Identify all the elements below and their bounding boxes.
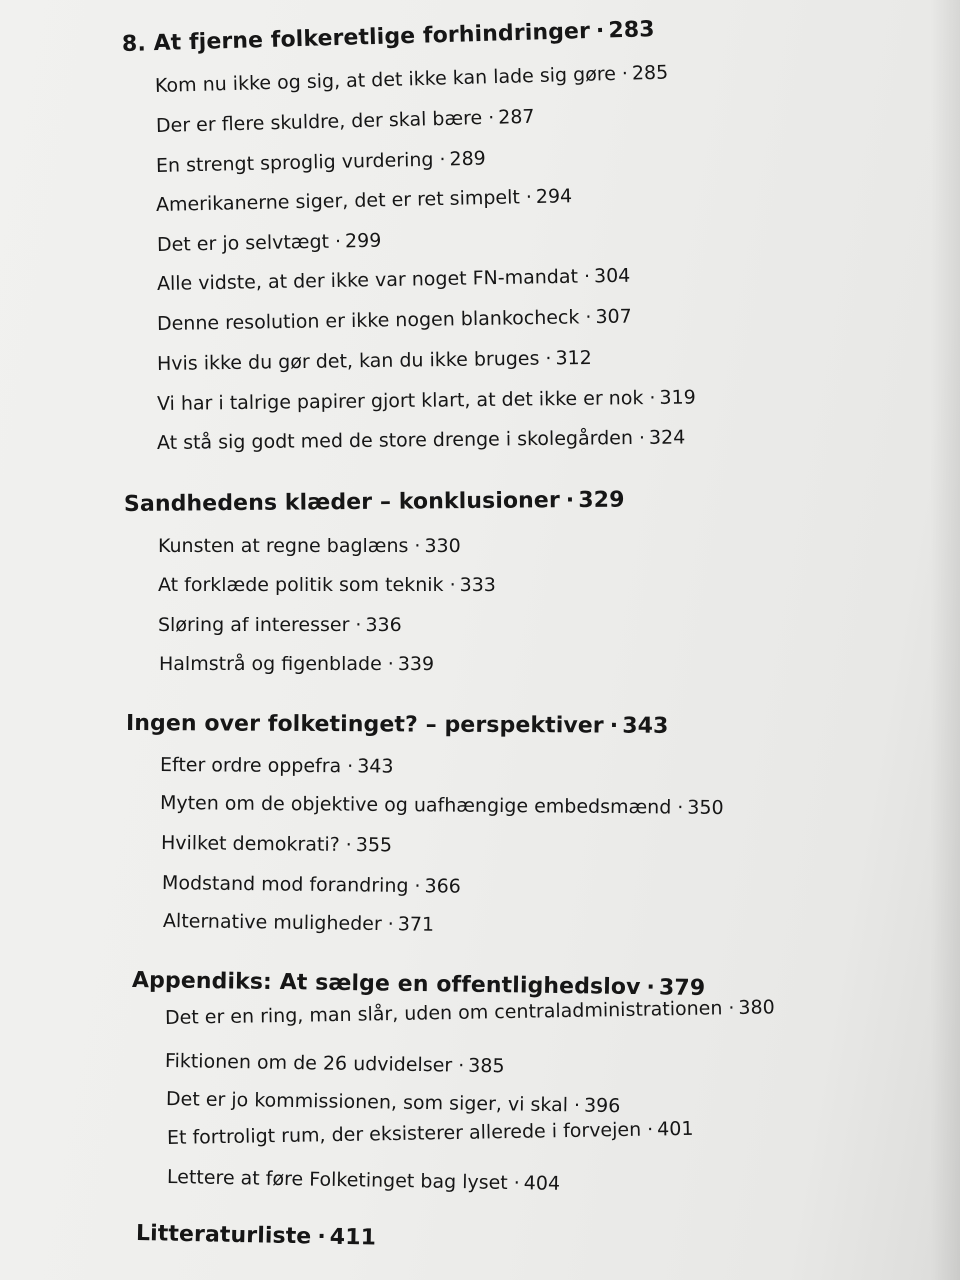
toc-entry <box>158 616 402 635</box>
toc-entry <box>156 305 632 335</box>
entry-title: Der er flere skuldre, der skal bære <box>155 107 483 137</box>
separator-dot: · <box>677 796 684 819</box>
entry-page-number: 350 <box>687 796 724 819</box>
entry-title: Vi har i talrige papirer gjort klart, at det ikke er nok <box>156 387 644 415</box>
toc-heading <box>126 713 669 738</box>
separator-dot: · <box>439 148 446 171</box>
heading-title: Ingen over folketinget? – perspektiver <box>125 711 604 739</box>
separator-dot: · <box>621 62 629 85</box>
entry-title: En strengt sproglig vurdering <box>155 148 434 177</box>
entry-page-number: 304 <box>593 264 631 288</box>
separator-dot: · <box>487 106 495 129</box>
entry-page-number: 319 <box>659 386 696 409</box>
entry-page-number: 324 <box>648 426 686 449</box>
toc-entry <box>165 998 775 1028</box>
entry-page-number: 339 <box>397 653 435 675</box>
separator-dot: · <box>345 833 352 856</box>
entry-page-number: 289 <box>449 147 486 171</box>
entry-page-number: 287 <box>497 105 535 129</box>
entry-title: Halmstrå og figenblade <box>159 653 382 675</box>
toc-entry <box>160 794 724 818</box>
toc-heading <box>136 1223 376 1250</box>
entry-page-number: 355 <box>355 834 393 857</box>
entry-title: Hvilket demokrati? <box>160 832 340 856</box>
entry-title: Alternative muligheder <box>162 910 382 936</box>
heading-title: Appendiks: At sælge en offentlighedslov <box>131 968 641 1001</box>
heading-page-number: 283 <box>608 17 655 44</box>
entry-page-number: 404 <box>523 1172 561 1195</box>
separator-dot: · <box>638 426 646 449</box>
entry-page-number: 299 <box>344 229 382 253</box>
separator-dot: · <box>513 1172 520 1195</box>
separator-dot: · <box>387 653 394 675</box>
toc-heading <box>123 487 625 517</box>
separator-dot: · <box>585 306 592 329</box>
separator-dot: · <box>583 265 591 288</box>
heading-title: Litteraturliste <box>135 1221 312 1250</box>
separator-dot: · <box>317 1224 327 1250</box>
toc-entry <box>167 1168 560 1194</box>
separator-dot: · <box>646 1118 654 1141</box>
toc-entry <box>157 388 696 414</box>
entry-title: Modstand mod forandring <box>161 872 409 898</box>
entry-title: Kom nu ikke og sig, at det ikke kan lade sig gøre <box>154 62 617 97</box>
entry-title: At forklæde politik som teknik <box>158 574 444 596</box>
toc-entry <box>157 428 685 453</box>
entry-page-number: 307 <box>595 305 632 329</box>
entry-page-number: 312 <box>555 346 592 370</box>
entry-title: Det er jo kommissionen, som siger, vi skal <box>165 1088 569 1117</box>
heading-page-number: 329 <box>578 487 625 514</box>
entry-page-number: 343 <box>357 755 394 778</box>
entry-page-number: 380 <box>738 996 775 1019</box>
toc-entry <box>154 61 669 97</box>
separator-dot: · <box>609 713 619 739</box>
entry-title: Det er en ring, man slår, uden om centraladministrationen <box>164 997 723 1029</box>
toc-entry <box>156 229 382 256</box>
entry-page-number: 366 <box>424 875 461 898</box>
separator-dot: · <box>525 186 533 209</box>
separator-dot: · <box>334 230 342 253</box>
toc-entry <box>156 187 573 215</box>
toc-entry <box>155 147 486 177</box>
toc-entry <box>166 1117 694 1149</box>
entry-title: Denne resolution er ikke nogen blankocheck <box>156 306 580 335</box>
toc-entry <box>158 576 496 595</box>
entry-title: Amerikanerne siger, det er ret simpelt <box>155 186 521 216</box>
heading-title: 8. At fjerne folkeretlige forhindringer <box>121 18 591 57</box>
separator-dot: · <box>646 975 656 1001</box>
separator-dot: · <box>565 488 575 514</box>
heading-title: Sandhedens klæder – konklusioner <box>123 488 560 517</box>
separator-dot: · <box>355 614 362 636</box>
separator-dot: · <box>728 997 735 1020</box>
entry-page-number: 294 <box>535 185 573 209</box>
entry-page-number: 401 <box>657 1117 694 1141</box>
entry-page-number: 285 <box>631 61 669 85</box>
heading-page-number: 379 <box>658 975 706 1002</box>
entry-title: Efter ordre oppefra <box>159 754 342 778</box>
separator-dot: · <box>649 386 656 409</box>
separator-dot: · <box>449 574 456 596</box>
entry-title: Alle vidste, at der ikke var noget FN-mandat <box>156 265 579 295</box>
toc-entry <box>159 655 434 674</box>
separator-dot: · <box>347 755 354 778</box>
toc-heading <box>122 19 655 56</box>
entry-title: Et fortroligt rum, der eksisterer allerede i forvejen <box>166 1118 642 1149</box>
entry-page-number: 371 <box>397 913 435 936</box>
toc-entry <box>158 537 461 556</box>
toc-entry <box>156 264 631 295</box>
entry-page-number: 385 <box>468 1054 505 1078</box>
entry-title: Sløring af interesser <box>158 614 350 636</box>
heading-page-number: 343 <box>622 713 669 739</box>
toc-entry <box>163 912 434 935</box>
entry-page-number: 333 <box>459 574 496 596</box>
separator-dot: · <box>458 1054 465 1077</box>
separator-dot: · <box>573 1094 581 1117</box>
entry-title: Fiktionen om de 26 udvidelser <box>164 1050 453 1077</box>
separator-dot: · <box>414 535 421 557</box>
toc-entry <box>162 874 461 897</box>
toc-entry <box>165 1052 505 1076</box>
separator-dot: · <box>414 875 421 898</box>
entry-page-number: 330 <box>424 535 461 557</box>
entry-title: Lettere at føre Folketinget bag lyset <box>166 1166 508 1194</box>
heading-page-number: 411 <box>329 1224 377 1251</box>
toc-entry <box>156 346 592 375</box>
entry-title: Kunsten at regne baglæns <box>158 535 409 557</box>
toc-entry <box>161 834 392 855</box>
toc-heading <box>132 970 706 1000</box>
entry-title: At stå sig godt med de store drenge i skolegården <box>156 427 634 454</box>
toc-entry <box>155 105 535 137</box>
toc-entry <box>160 756 394 777</box>
entry-title: Hvis ikke du gør det, kan du ikke bruges <box>156 347 540 375</box>
entry-page-number: 336 <box>365 614 402 636</box>
toc-entry <box>166 1090 621 1116</box>
separator-dot: · <box>387 913 394 936</box>
entry-page-number: 396 <box>583 1094 621 1118</box>
entry-title: Det er jo selvtægt <box>156 230 330 256</box>
separator-dot: · <box>595 18 605 44</box>
separator-dot: · <box>545 347 552 370</box>
entry-title: Myten om de objektive og uafhængige embedsmænd <box>159 792 672 819</box>
